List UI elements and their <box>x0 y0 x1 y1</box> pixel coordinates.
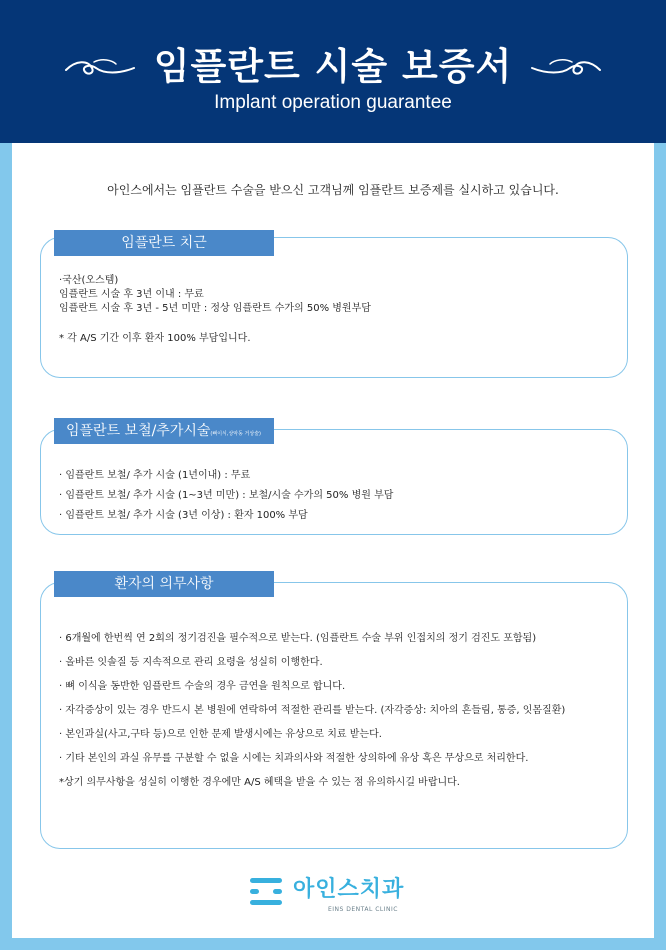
section-line: · 기타 본인의 과실 유무를 구분할 수 없을 시에는 치과의사와 적절한 상의하에 유상 혹은 무상으로 처리한다. <box>59 753 529 764</box>
section-title-small: (뼈이식,상악동 거상술) <box>210 431 261 437</box>
section-line: · 자각증상이 있는 경우 반드시 본 병원에 연락하여 적절한 관리를 받는다. (자각증상: 치아의 흔들림, 통증, 잇몸질환) <box>59 705 566 716</box>
section-line: 임플란트 시술 후 3년 - 5년 미만 : 정상 임플란트 수가의 50% 병원부담 <box>59 303 371 314</box>
section-patient-duties <box>40 582 628 849</box>
page-subtitle: Implant operation guarantee <box>214 92 452 113</box>
section-line: · 6개월에 한번씩 연 2회의 정기검진을 필수적으로 받는다. (임플란트 수술 부위 인접치의 정기 검진도 포함됨) <box>59 633 537 644</box>
section-line: ·국산(오스템) <box>59 275 119 286</box>
section-content <box>59 274 371 346</box>
section-line: · 임플란트 보철/ 추가 시술 (3년 이상) : 환자 100% 부담 <box>59 510 308 521</box>
header-banner <box>0 0 666 143</box>
section-note: * 각 A/S 기간 이후 환자 100% 부담입니다. <box>59 333 251 344</box>
section-prosthesis <box>40 429 628 535</box>
section-title-patient-duties: 환자의 의무사항 <box>54 571 274 597</box>
page-title: 임플란트 시술 보증서 <box>153 45 513 88</box>
section-implant-root <box>40 237 628 378</box>
section-line: · 뼈 이식을 동반한 임플란트 수술의 경우 금연을 원칙으로 합니다. <box>59 681 346 692</box>
section-content <box>59 627 565 795</box>
intro-text: 아인스에서는 임플란트 수술을 받으신 고객님께 임플란트 보증제를 실시하고 있습니다. <box>107 183 559 197</box>
section-title-text: 임플란트 보철/추가시술 <box>66 423 211 439</box>
section-line: · 올바른 잇솔질 등 지속적으로 관리 요령을 성실히 이행한다. <box>59 657 323 668</box>
swirl-ornament-right-icon <box>530 56 602 78</box>
certificate-paper <box>12 143 654 938</box>
section-line: *상기 의무사항을 성실히 이행한 경우에만 A/S 혜택을 받을 수 있는 점 유의하시길 바랍니다. <box>59 777 460 788</box>
section-line: 임플란트 시술 후 3년 이내 : 무료 <box>59 289 204 300</box>
section-line: · 본인과실(사고,구타 등)으로 인한 문제 발생시에는 유상으로 치료 받는다. <box>59 729 382 740</box>
section-title-prosthesis <box>54 418 274 444</box>
section-title-implant-root: 임플란트 치근 <box>54 230 274 256</box>
clinic-logo-icon <box>248 874 284 910</box>
section-line: · 임플란트 보철/ 추가 시술 (1~3년 미만) : 보철/시술 수가의 50% 병원 부담 <box>59 490 394 501</box>
clinic-logo <box>248 872 448 922</box>
clinic-name: 아인스치과 <box>293 877 405 902</box>
clinic-name-english: EINS DENTAL CLINIC <box>328 906 398 913</box>
section-content <box>59 466 393 526</box>
section-line: · 임플란트 보철/ 추가 시술 (1년이내) : 무료 <box>59 470 251 481</box>
